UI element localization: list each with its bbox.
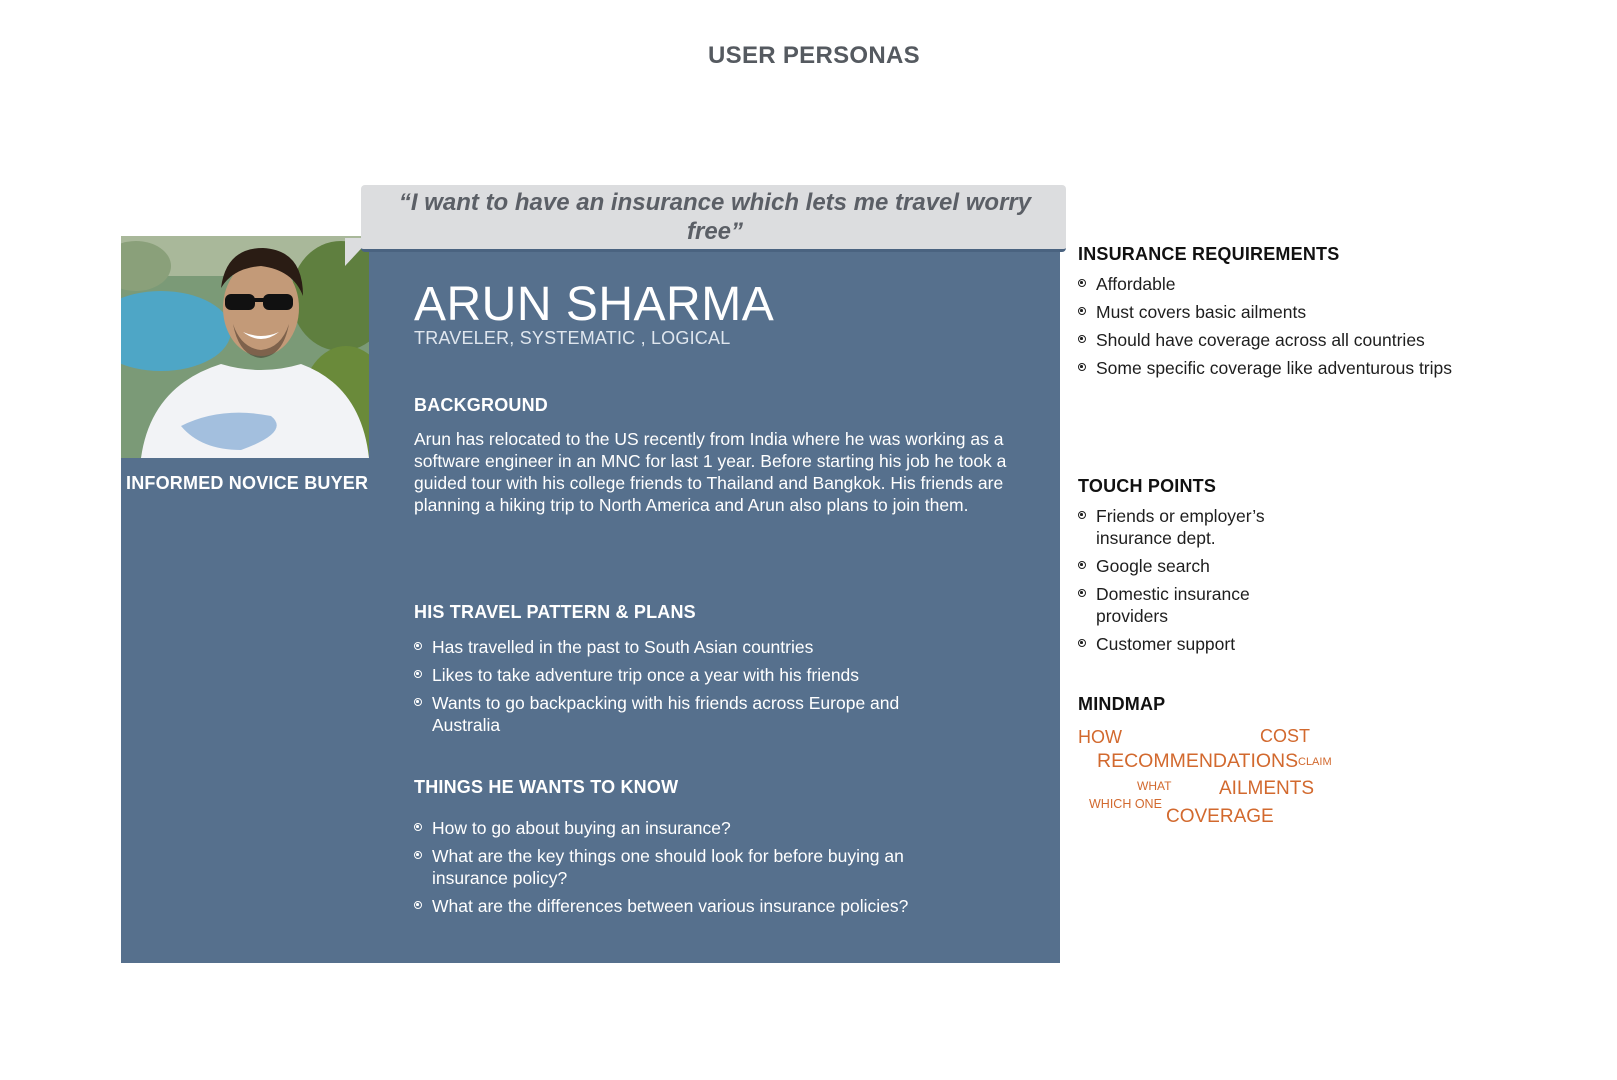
mindmap-word-which-one: WHICH ONE: [1089, 797, 1162, 811]
mindmap-word-claim: CLAIM: [1298, 756, 1332, 768]
list-item: Likes to take adventure trip once a year with his friends: [414, 664, 934, 686]
mindmap-word-coverage: COVERAGE: [1166, 806, 1274, 827]
persona-traits: TRAVELER, SYSTEMATIC , LOGICAL: [414, 328, 731, 348]
bullet-icon: [1078, 589, 1086, 597]
bullet-icon: [414, 642, 422, 650]
mindmap-word-cost: COST: [1260, 726, 1311, 746]
list-item: Should have coverage across all countries: [1078, 329, 1498, 351]
bullet-icon: [1078, 307, 1086, 315]
bullet-icon: [1078, 639, 1086, 647]
background-heading: BACKGROUND: [414, 395, 548, 415]
travel-heading: HIS TRAVEL PATTERN & PLANS: [414, 602, 696, 622]
touch-points-list: [1078, 505, 1288, 661]
mindmap-word-what: WHAT: [1137, 779, 1172, 793]
bullet-icon: [414, 823, 422, 831]
list-item: Customer support: [1078, 633, 1288, 655]
mindmap-word-how: HOW: [1078, 727, 1122, 747]
list-item: Must covers basic ailments: [1078, 301, 1498, 323]
list-item: Affordable: [1078, 273, 1498, 295]
bullet-icon: [414, 698, 422, 706]
persona-name: ARUN SHARMA: [414, 278, 775, 331]
touch-points-heading: TOUCH POINTS: [1078, 476, 1217, 496]
wants-to-know-heading: THINGS HE WANTS TO KNOW: [414, 777, 679, 797]
bullet-icon: [1078, 363, 1086, 371]
insurance-requirements-heading: INSURANCE REQUIREMENTS: [1078, 244, 1340, 264]
page-title: USER PERSONAS: [708, 42, 920, 69]
list-item: What are the key things one should look for before buying an insurance policy?: [414, 845, 934, 889]
bullet-icon: [414, 851, 422, 859]
mindmap-word-recommendations: RECOMMENDATIONS: [1097, 750, 1299, 772]
insurance-requirements-list: [1078, 273, 1498, 385]
persona-photo: [121, 236, 369, 458]
travel-list: [414, 636, 934, 742]
bullet-icon: [1078, 279, 1086, 287]
bullet-icon: [414, 670, 422, 678]
bullet-icon: [1078, 561, 1086, 569]
buyer-type-label: INFORMED NOVICE BUYER: [126, 473, 369, 493]
mindmap-word-ailments: AILMENTS: [1219, 778, 1315, 799]
bullet-icon: [1078, 335, 1086, 343]
list-item: Friends or employer’s insurance dept.: [1078, 505, 1288, 549]
list-item: Domestic insurance providers: [1078, 583, 1288, 627]
persona-photo-image: [121, 236, 369, 458]
bullet-icon: [414, 901, 422, 909]
list-item: What are the differences between various insurance policies?: [414, 895, 934, 917]
mindmap-heading: MINDMAP: [1078, 694, 1166, 714]
list-item: Wants to go backpacking with his friends across Europe and Australia: [414, 692, 934, 736]
bullet-icon: [1078, 511, 1086, 519]
list-item: Some specific coverage like adventurous trips: [1078, 357, 1498, 379]
list-item: How to go about buying an insurance?: [414, 817, 934, 839]
list-item: Has travelled in the past to South Asian countries: [414, 636, 934, 658]
persona-quote: “I want to have an insurance which lets me travel worry free”: [398, 189, 1032, 245]
wants-to-know-list: [414, 817, 934, 923]
background-text: Arun has relocated to the US recently from India where he was working as a software engineer in an MNC for last 1 year. Before starting his job he took a guided tour with his college friends to Thailand and Bangkok. His friends are planning a hiking trip to North America and Arun also plans to join them.: [414, 429, 1007, 515]
list-item: Google search: [1078, 555, 1288, 577]
